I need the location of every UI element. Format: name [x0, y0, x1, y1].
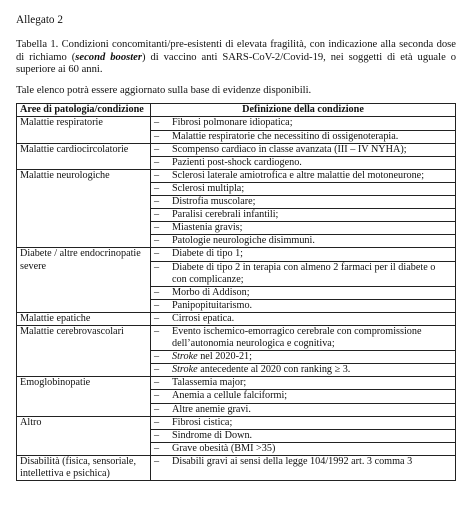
area-cell: Emoglobinopatie	[17, 377, 151, 416]
condition-text: Cirrosi epatica.	[172, 312, 235, 324]
dash-bullet: –	[154, 182, 160, 194]
condition-item	[151, 390, 455, 403]
table-row	[17, 416, 456, 455]
dash-bullet: –	[154, 429, 160, 441]
condition-text: Distrofia muscolare;	[172, 196, 256, 208]
definition-cell	[151, 248, 456, 312]
dash-bullet: –	[154, 261, 160, 273]
conditions-table	[16, 103, 456, 481]
condition-text: Sclerosi multipla;	[172, 182, 245, 194]
condition-text: Miastenia gravis;	[172, 222, 243, 234]
condition-item	[151, 117, 455, 130]
condition-item	[151, 222, 455, 235]
table-body	[17, 117, 456, 481]
document-page	[16, 14, 456, 481]
dash-bullet: –	[154, 235, 160, 247]
condition-item	[151, 377, 455, 390]
dash-bullet: –	[154, 143, 160, 155]
dash-bullet: –	[154, 169, 160, 181]
condition-text: Disabili gravi ai sensi della legge 104/1992 art. 3 comma 3	[172, 455, 413, 467]
definition-cell	[151, 143, 456, 169]
definition-cell	[151, 169, 456, 248]
caption-suffix: ) di vaccino anti SARS-CoV-2/Covid-19, nei soggetti di età uguale o superiore ai 60 anni.	[16, 51, 456, 76]
table-row	[17, 248, 456, 312]
dash-bullet: –	[154, 442, 160, 454]
dash-bullet: –	[154, 286, 160, 298]
area-cell: Diabete / altre endocrinopatie severe	[17, 248, 151, 312]
condition-text: Paralisi cerebrali infantili;	[172, 209, 279, 221]
definition-cell	[151, 325, 456, 376]
condition-text: Diabete di tipo 1;	[172, 248, 244, 260]
condition-item	[151, 313, 455, 325]
condition-item	[151, 170, 455, 183]
caption-prefix: Tabella 1. Condizioni concomitanti/pre-esistenti di elevata fragilità, con indicazione alla seconda dose di richiamo (	[16, 39, 456, 63]
condition-text: Morbo di Addison;	[172, 286, 250, 298]
table-row	[17, 377, 456, 416]
definition-cell	[151, 117, 456, 143]
dash-bullet: –	[154, 196, 160, 208]
condition-text: Pazienti post-shock cardiogeno.	[172, 156, 302, 168]
area-cell: Malattie neurologiche	[17, 169, 151, 248]
dash-bullet: –	[154, 117, 160, 129]
condition-item	[151, 287, 455, 300]
condition-item	[151, 157, 455, 169]
dash-bullet: –	[154, 222, 160, 234]
area-cell: Malattie cardiocircolatorie	[17, 143, 151, 169]
condition-item	[151, 196, 455, 209]
condition-item	[151, 131, 455, 143]
table-row	[17, 117, 456, 143]
table-row	[17, 169, 456, 248]
dash-bullet: –	[154, 130, 160, 142]
area-cell: Altro	[17, 416, 151, 455]
dash-bullet: –	[154, 299, 160, 311]
condition-text: Fibrosi cistica;	[172, 416, 233, 428]
area-cell: Malattie epatiche	[17, 312, 151, 325]
condition-text: Stroke nel 2020-21;	[172, 351, 252, 363]
condition-item	[151, 364, 455, 376]
condition-item	[151, 417, 455, 430]
dash-bullet: –	[154, 156, 160, 168]
area-cell: Malattie respiratorie	[17, 117, 151, 143]
condition-text: Evento ischemico-emorragico cerebrale con compromissione dell’autonomia neurologica e cognitiva;	[172, 325, 422, 350]
table-row	[17, 325, 456, 376]
condition-item	[151, 262, 455, 287]
condition-text: Fibrosi polmonare idiopatica;	[172, 117, 293, 129]
area-cell: Disabilità (fisica, sensoriale, intellettiva e psichica)	[17, 455, 151, 480]
condition-text: Patologie neurologiche disimmuni.	[172, 235, 315, 247]
condition-item	[151, 209, 455, 222]
definition-cell	[151, 455, 456, 480]
dash-bullet: –	[154, 377, 160, 389]
condition-text: Panipopituitarismo.	[172, 299, 253, 311]
dash-bullet: –	[154, 312, 160, 324]
dash-bullet: –	[154, 325, 160, 337]
condition-text: Anemia a cellule falciformi;	[172, 390, 288, 402]
condition-item	[151, 144, 455, 157]
condition-item	[151, 300, 455, 312]
condition-text: Grave obesità (BMI >35)	[172, 442, 276, 454]
condition-text: Stroke antecedente al 2020 con ranking ≥ 3.	[172, 364, 351, 376]
dash-bullet: –	[154, 364, 160, 376]
caption-emphasis: second booster	[75, 51, 143, 63]
condition-item	[151, 443, 455, 455]
condition-item	[151, 326, 455, 351]
condition-item	[151, 456, 455, 468]
condition-text: Sindrome di Down.	[172, 429, 253, 441]
dash-bullet: –	[154, 248, 160, 260]
dash-bullet: –	[154, 390, 160, 402]
header-definition: Definizione della condizione	[151, 104, 456, 117]
condition-text: Diabete di tipo 2 in terapia con almeno 2 farmaci per il diabete o con complicanze;	[172, 261, 436, 285]
dash-bullet: –	[154, 351, 160, 363]
update-note: Tale elenco potrà essere aggiornato sulla base di evidenze disponibili.	[16, 84, 312, 96]
condition-text: Altre anemie gravi.	[172, 403, 251, 415]
table-header-row	[17, 104, 456, 117]
condition-item	[151, 248, 455, 261]
condition-item	[151, 404, 455, 416]
condition-text: Scompenso cardiaco in classe avanzata (III – IV NYHA);	[172, 143, 407, 155]
table-row	[17, 455, 456, 480]
dash-bullet: –	[154, 416, 160, 428]
table-row	[17, 143, 456, 169]
definition-cell	[151, 377, 456, 416]
condition-text: Malattie respiratorie che necessitino di ossigenoterapia.	[172, 130, 399, 142]
definition-cell	[151, 416, 456, 455]
condition-text: Sclerosi laterale amiotrofica e altre malattie del motoneurone;	[172, 169, 425, 181]
condition-item	[151, 235, 455, 247]
dash-bullet: –	[154, 403, 160, 415]
area-cell: Malattie cerebrovascolari	[17, 325, 151, 376]
condition-text: Talassemia major;	[172, 377, 247, 389]
table-row	[17, 312, 456, 325]
table-caption	[16, 39, 456, 77]
header-area: Aree di patologia/condizione	[17, 104, 151, 117]
annex-label: Allegato 2	[16, 14, 63, 26]
condition-item	[151, 183, 455, 196]
dash-bullet: –	[154, 209, 160, 221]
dash-bullet: –	[154, 455, 160, 467]
condition-item	[151, 351, 455, 364]
definition-cell	[151, 312, 456, 325]
condition-item	[151, 430, 455, 443]
